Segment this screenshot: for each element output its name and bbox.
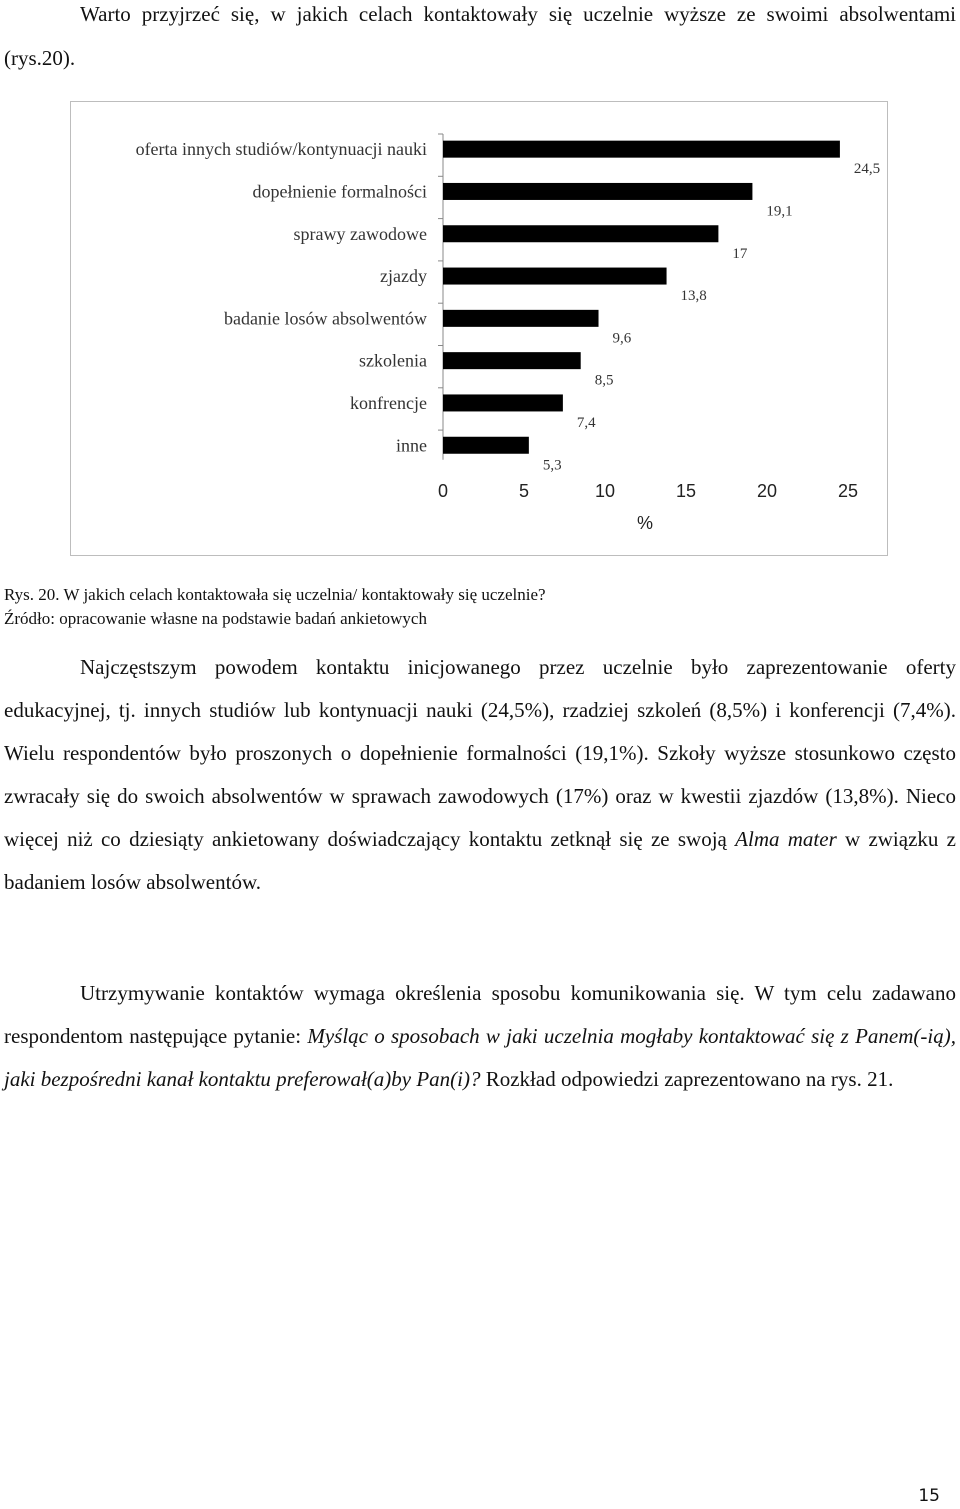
x-tick-label: 25 [837, 481, 859, 501]
question-text-2: Rozkład odpowiedzi zaprezentowano na rys. 21. [480, 1067, 894, 1091]
bar [443, 310, 599, 327]
data-label: 7,4 [576, 414, 596, 431]
category-label: oferta innych studiów/kontynuacji nauki [135, 139, 427, 160]
page-number: 15 [918, 1486, 940, 1506]
data-label: 17 [732, 245, 748, 262]
category-label: sprawy zawodowe [293, 223, 427, 244]
question-text-1: Utrzymywanie kontaktów wymaga określenia sposobu komunikowania się. W tym celu zadawano respondentom następujące pytanie: [4, 981, 956, 1048]
figure-caption: Rys. 20. W jakich celach kontaktowała się uczelnia/ kontaktowały się uczelnie? [4, 585, 546, 604]
chart-frame [70, 101, 888, 556]
x-axis-label: % [636, 513, 654, 533]
x-tick-label: 5 [518, 481, 530, 501]
question-text-survey-question: Myśląc o sposobach w jaki uczelnia mogłaby kontaktować się z Panem(-ią), jaki bezpośredni kanał kontaktu preferował(a)by Pan(i)? [4, 1024, 956, 1091]
bar [443, 183, 752, 200]
data-label: 5,3 [542, 457, 562, 474]
category-label: badanie losów absolwentów [224, 308, 427, 329]
x-tick-label: 0 [437, 481, 449, 501]
analysis-text-2: w związku z badaniem losów absolwentów. [4, 827, 956, 894]
category-label: dopełnienie formalności [252, 181, 427, 202]
data-label: 13,8 [680, 288, 707, 305]
intro-paragraph: Warto przyjrzeć się, w jakich celach kontaktowały się uczelnie wyższe ze swoimi absolwentami (rys.20). [4, 2, 956, 70]
data-label: 24,5 [853, 161, 881, 178]
data-label: 19,1 [766, 203, 793, 220]
figure-source: Źródło: opracowanie własne na podstawie badań ankietowych [4, 609, 427, 628]
data-label: 8,5 [594, 372, 614, 389]
x-tick-label: 20 [756, 481, 778, 501]
bar [443, 352, 581, 369]
category-label: zjazdy [380, 266, 427, 287]
data-label: 9,6 [612, 330, 632, 347]
category-label: inne [396, 435, 427, 456]
bar [443, 394, 563, 411]
bar [443, 141, 840, 158]
bar [443, 268, 667, 285]
bar [443, 225, 718, 242]
category-label: szkolenia [359, 350, 427, 371]
bar-chart [71, 102, 889, 557]
category-label: konfrencje [350, 392, 427, 413]
analysis-text-1: Najczęstszym powodem kontaktu inicjowanego przez uczelnie było zaprezentowanie oferty edukacyjnej, tj. innych studiów lub kontynuacji nauki (24,5%), rzadziej szkoleń (8,5%) i konferencji (7,4%). Wielu respondentów było proszonych o dopełnienie formalności (19,1%). Szkoły wyższe stosunkowo często zwracały się do swoich absolwentów w sprawach zawodowych (17%) oraz w kwestii zjazdów (13,8%). Nieco więcej niż co dziesiąty ankietowany doświadczający kontaktu zetknął się ze swoją [4, 655, 956, 851]
analysis-text-alma-mater: Alma mater [735, 827, 837, 851]
x-tick-label: 10 [594, 481, 616, 501]
question-paragraph [4, 972, 956, 1101]
analysis-paragraph [4, 646, 956, 904]
bar [443, 437, 529, 454]
x-tick-label: 15 [675, 481, 697, 501]
